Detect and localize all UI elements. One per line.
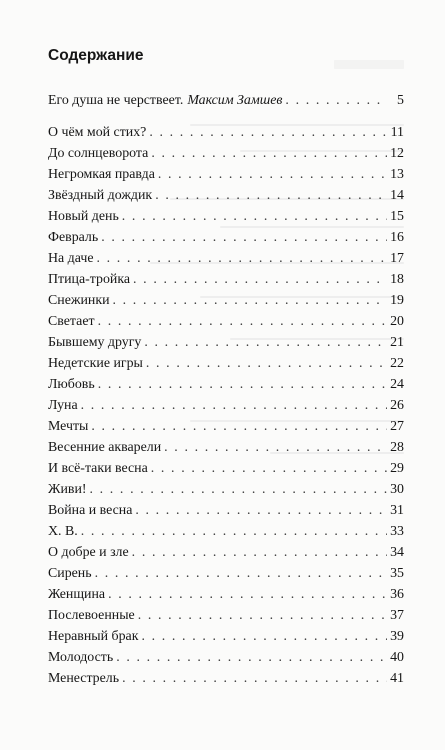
dot-leader <box>122 208 387 226</box>
toc-entry-title: Февраль <box>48 230 99 246</box>
dot-leader <box>95 565 387 583</box>
toc-entry-page-number: 29 <box>390 461 404 477</box>
toc-entry <box>48 418 404 439</box>
toc-entry-title: Недетские игры <box>48 356 143 372</box>
dot-leader <box>97 250 388 268</box>
toc-entry-title: И всё-таки весна <box>48 461 148 477</box>
dot-leader <box>81 523 387 541</box>
toc-entry-page-number: 13 <box>390 167 404 183</box>
toc-entry-page-number: 37 <box>390 608 404 624</box>
toc-entry <box>48 187 404 208</box>
toc-entry <box>48 481 404 502</box>
toc-entry-title: Война и весна <box>48 503 133 519</box>
dot-leader <box>98 313 387 331</box>
toc-entry-page-number: 12 <box>390 146 404 162</box>
toc-entry-title: Молодость <box>48 650 114 666</box>
toc-entry-page-number: 39 <box>390 629 404 645</box>
toc-entry-page-number: 35 <box>390 566 404 582</box>
toc-entry-title: Женщина <box>48 587 106 603</box>
dot-leader <box>113 292 387 310</box>
toc-entry <box>48 334 404 355</box>
toc-entry-title: Новый день <box>48 209 119 225</box>
toc-entry-page-number: 34 <box>390 545 404 561</box>
toc-entry <box>48 376 404 397</box>
dot-leader <box>285 92 387 110</box>
toc-entry <box>48 523 404 544</box>
dot-leader <box>158 166 387 184</box>
toc-entry-title: Его душа не черствеет. <box>48 93 184 108</box>
toc-entry-page-number: 24 <box>390 377 404 393</box>
toc-entry <box>48 250 404 271</box>
toc-entry-page-number: 14 <box>390 188 404 204</box>
toc-entry-title: Бывшему другу <box>48 335 142 351</box>
toc-entry-page-number: 22 <box>390 356 404 372</box>
toc-entry <box>48 565 404 586</box>
toc-entry-page-number: 27 <box>390 419 404 435</box>
toc-entry <box>48 124 404 145</box>
toc-entry-page-number: 30 <box>390 482 404 498</box>
toc-entry-title: Снежинки <box>48 293 110 309</box>
toc-entry-page-number: 36 <box>390 587 404 603</box>
toc-entry <box>48 649 404 670</box>
dot-leader <box>155 187 387 205</box>
toc-entry-page-number: 41 <box>390 671 404 687</box>
toc-entry <box>48 92 404 113</box>
dot-leader <box>108 586 387 604</box>
dot-leader <box>132 544 387 562</box>
dot-leader <box>122 670 387 688</box>
toc-heading: Содержание <box>48 47 144 64</box>
toc-entry-title: Послевоенные <box>48 608 135 624</box>
toc-entry-page-number: 5 <box>397 93 404 108</box>
toc-entry <box>48 670 404 691</box>
toc-list <box>48 92 404 691</box>
toc-entry <box>48 145 404 166</box>
toc-entry <box>48 628 404 649</box>
dot-leader <box>164 439 387 457</box>
toc-entry-title: Неравный брак <box>48 629 139 645</box>
toc-entry-title: Светает <box>48 314 95 330</box>
toc-entry <box>48 460 404 481</box>
toc-entry-page-number: 16 <box>390 230 404 246</box>
toc-entry <box>48 544 404 565</box>
toc-entry-title: Птица-тройка <box>48 272 131 288</box>
toc-entry <box>48 271 404 292</box>
dot-leader <box>135 502 387 520</box>
dot-leader <box>98 376 387 394</box>
toc-entry-page-number: 26 <box>390 398 404 414</box>
toc-entry-page-number: 17 <box>390 251 404 267</box>
dot-leader <box>151 145 387 163</box>
dot-leader <box>149 124 387 142</box>
toc-entry-title: Негромкая правда <box>48 167 155 183</box>
toc-entry-title: Мечты <box>48 419 89 435</box>
dot-leader <box>90 481 388 499</box>
dot-leader <box>91 418 387 436</box>
toc-entry <box>48 355 404 376</box>
toc-entry <box>48 586 404 607</box>
toc-entry <box>48 229 404 250</box>
dot-leader <box>116 649 387 667</box>
toc-entry-page-number: 33 <box>390 524 404 540</box>
toc-entry <box>48 208 404 229</box>
toc-entry-page-number: 21 <box>390 335 404 351</box>
dot-leader <box>144 334 387 352</box>
toc-entry-title: Любовь <box>48 377 95 393</box>
toc-entry-title: Х. В. <box>48 524 78 540</box>
toc-entry-title: Звёздный дождик <box>48 188 153 204</box>
toc-entry <box>48 313 404 334</box>
dot-leader <box>151 460 387 478</box>
toc-entry-page-number: 20 <box>390 314 404 330</box>
toc-entry-title: Сирень <box>48 566 92 582</box>
dot-leader <box>101 229 387 247</box>
toc-entry <box>48 397 404 418</box>
toc-entry-page-number: 28 <box>390 440 404 456</box>
table-of-contents <box>48 46 404 687</box>
toc-entry-title: На даче <box>48 251 94 267</box>
dot-leader <box>81 397 387 415</box>
toc-entry <box>48 166 404 187</box>
dot-leader <box>133 271 387 289</box>
toc-entry-title: О добре и зле <box>48 545 129 561</box>
toc-entry-title: До солнцеворота <box>48 146 149 162</box>
toc-entry-page-number: 31 <box>390 503 404 519</box>
toc-entry-page-number: 19 <box>390 293 404 309</box>
toc-entry-title: О чём мой стих? <box>48 125 147 141</box>
toc-entry-page-number: 11 <box>390 125 404 141</box>
dot-leader <box>138 607 387 625</box>
dot-leader <box>146 355 387 373</box>
toc-entry-page-number: 40 <box>390 650 404 666</box>
toc-entry <box>48 502 404 523</box>
toc-entry-title: Живи! <box>48 482 87 498</box>
dot-leader <box>141 628 387 646</box>
toc-entry <box>48 607 404 628</box>
toc-entry-title: Весенние акварели <box>48 440 162 456</box>
toc-entry-title: Менестрель <box>48 671 120 687</box>
toc-entry-author: Максим Замшев <box>187 93 283 108</box>
toc-entry <box>48 292 404 313</box>
toc-entry-title: Луна <box>48 398 78 414</box>
toc-entry <box>48 439 404 460</box>
toc-entry-page-number: 18 <box>390 272 404 288</box>
toc-entry-page-number: 15 <box>390 209 404 225</box>
